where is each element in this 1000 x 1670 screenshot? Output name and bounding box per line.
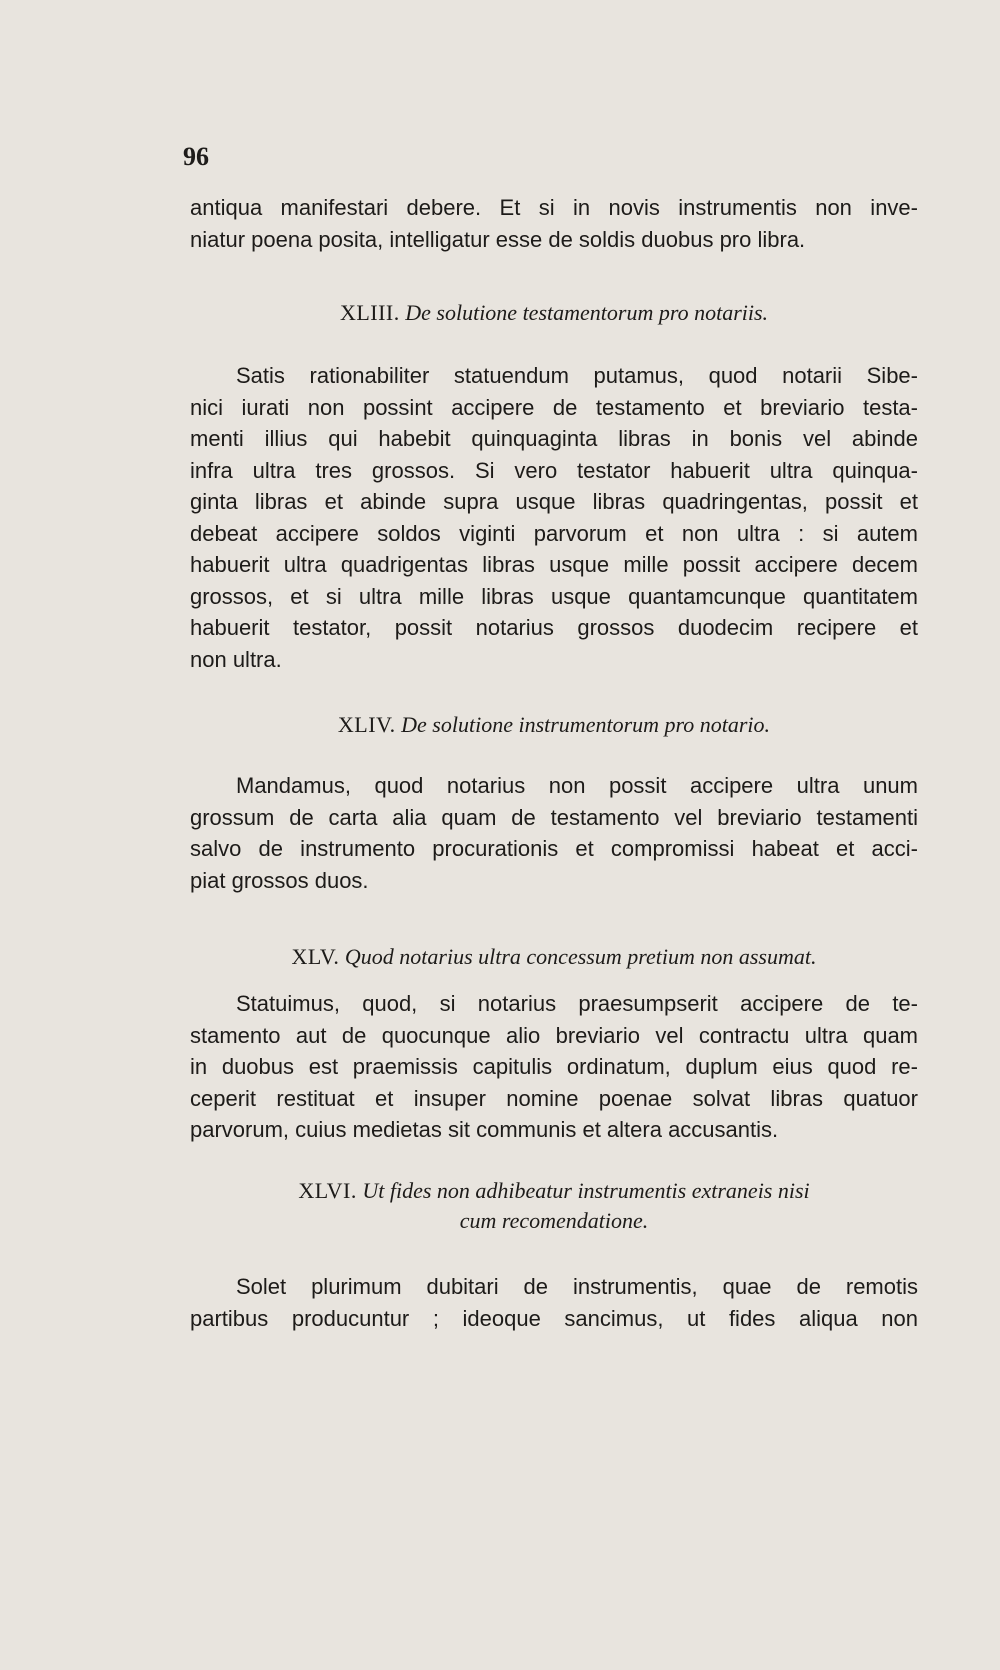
text-line: Satis rationabiliter statuendum putamus, quod notarii Sibe- (236, 363, 918, 388)
text-line: nici iurati non possint accipere de testamento et breviario testa- (190, 394, 918, 420)
text-line: Mandamus, quod notarius non possit accipere ultra unum (236, 773, 918, 798)
paragraph-continuation (190, 192, 918, 255)
text-line: niatur poena posita, intelligatur esse de soldis duobus pro libra. (190, 226, 806, 252)
section-heading-xliv (190, 712, 918, 738)
text-line: Statuimus, quod, si notarius praesumpserit accipere de te- (236, 991, 918, 1016)
text-line: habuerit ultra quadrigentas libras usque mille possit accipere decem (190, 552, 918, 577)
section-heading-xlvi (190, 1178, 918, 1234)
paragraph-xliv (190, 770, 918, 896)
text-line: antiqua manifestari debere. Et si in novis instrumentis non inve- (190, 195, 918, 220)
section-title: Ut fides non adhibeatur instrumentis extraneis nisi (362, 1178, 810, 1203)
section-title: De solutione testamentorum pro notariis. (405, 300, 769, 325)
text-line: ginta libras et abinde supra usque libras quadringentas, possit et (190, 489, 918, 514)
paragraph-xlv (190, 988, 918, 1146)
section-number: XLIII. (339, 300, 400, 325)
text-line: grossum de carta alia quam de testamento vel breviario testamenti (190, 804, 918, 830)
text-line: non ultra. (190, 646, 282, 672)
paragraph-xlvi (190, 1271, 918, 1334)
page-number: 96 (183, 142, 209, 171)
section-heading-xlv (190, 944, 918, 970)
text-line: Solet plurimum dubitari de instrumentis, quae de remotis (236, 1274, 918, 1299)
text-line: in duobus est praemissis capitulis ordinatum, duplum eius quod re- (190, 1054, 918, 1079)
section-heading-xliii (190, 300, 918, 326)
text-line: debeat accipere soldos viginti parvorum et non ultra : si autem (190, 520, 918, 546)
text-line: salvo de instrumento procurationis et compromissi habeat et acci- (190, 836, 918, 861)
text-line: piat grossos duos. (190, 867, 369, 893)
text-line: stamento aut de quocunque alio breviario vel contractu ultra quam (190, 1022, 918, 1048)
text-line: ceperit restituat et insuper nomine poenae solvat libras quatuor (190, 1085, 918, 1111)
section-title: Quod notarius ultra concessum pretium non assumat. (344, 944, 817, 969)
text-line: infra ultra tres grossos. Si vero testator habuerit ultra quinqua- (190, 457, 918, 483)
section-number: XLVI. (298, 1178, 357, 1203)
text-line: parvorum, cuius medietas sit communis et altera accusantis. (190, 1117, 779, 1142)
text-line: menti illius qui habebit quinquaginta libras in bonis vel abinde (190, 426, 918, 451)
section-number: XLV. (291, 944, 340, 969)
section-number: XLIV. (337, 712, 396, 737)
text-line: partibus producuntur ; ideoque sancimus, ut fides aliqua non (190, 1305, 918, 1331)
section-title: De solutione instrumentorum pro notario. (401, 712, 771, 737)
text-line: habuerit testator, possit notarius grossos duodecim recipere et (190, 615, 918, 640)
section-title-continuation: cum recomendatione. (459, 1208, 649, 1233)
text-line: grossos, et si ultra mille libras usque quantamcunque quantitatem (190, 583, 918, 609)
paragraph-xliii (190, 360, 918, 675)
